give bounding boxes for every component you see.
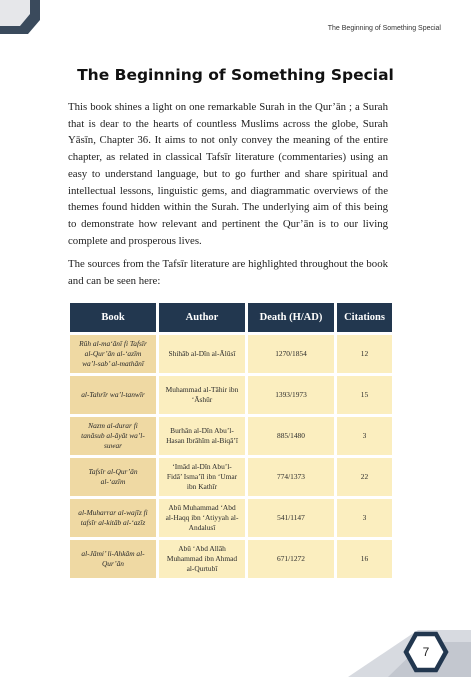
citations-cell: 3 [337, 499, 392, 537]
death-cell: 541/1147 [248, 499, 334, 537]
citations-cell: 22 [337, 458, 392, 496]
citations-cell: 3 [337, 417, 392, 455]
table-header-row [70, 303, 392, 332]
table-row [70, 417, 392, 455]
death-cell: 885/1480 [248, 417, 334, 455]
sources-paragraph: The sources from the Tafsīr literature are highlighted throughout the book and can be seen here: [68, 258, 388, 287]
table-row [70, 458, 392, 496]
death-cell: 1270/1854 [248, 335, 334, 373]
book-cell: Tafsīr al-Qur’ān al-‘azīm [70, 458, 156, 496]
corner-tab-decoration [0, 0, 40, 34]
column-header-citations: Citations [337, 303, 392, 332]
citations-cell: 16 [337, 540, 392, 578]
book-cell: Rūh al-ma‘ānī fi Tafsīr al-Qur’ān al-‘azīm wa’l-sab’ al-mathānī [70, 335, 156, 373]
citations-cell: 12 [337, 335, 392, 373]
citations-cell: 15 [337, 376, 392, 414]
table-row [70, 499, 392, 537]
death-cell: 671/1272 [248, 540, 334, 578]
author-cell: Abū ‘Abd Allāh Muhammad ibn Ahmad al-Qurtubī [159, 540, 245, 578]
author-cell: Abū Muhammad ‘Abd al-Haqq ibn ‘Atiyyah al-Andalusī [159, 499, 245, 537]
tafsir-sources-table [67, 300, 395, 581]
book-cell: al-Muharrar al-wajīz fi tafsīr al-kitāb al-‘azīz [70, 499, 156, 537]
column-header-author: Author [159, 303, 245, 332]
author-cell: Burhān al-Dīn Abu’l-Hasan Ibrāhīm al-Biqā’ī [159, 417, 245, 455]
table-row [70, 540, 392, 578]
author-cell: ‘Imād al-Dīn Abu’l-Fidā’ Isma’īl ibn ‘Umar ibn Kathīr [159, 458, 245, 496]
column-header-book: Book [70, 303, 156, 332]
author-cell: Shihāb al-Dīn al-Ālūsī [159, 335, 245, 373]
page-title: The Beginning of Something Special [77, 66, 394, 84]
author-cell: Muhammad al-Tāhir ibn ‘Āshūr [159, 376, 245, 414]
table-row [70, 335, 392, 373]
column-header-death: Death (H/AD) [248, 303, 334, 332]
intro-paragraph: This book shines a light on one remarkable Surah in the Qur’ān ; a Surah that is dear to the hearts of countless Muslims across the globe, Surah Yāsīn, Chapter 36. It aims to not only convey the meaning of the entire chapter, as related in classical Tafsīr literature (commentaries) using an easy to understand language, but to go further and share spiritual and intellectual lessons, linguistic gems, and diagrammatic overviews of the themes found hidden within the Surah. The underlying aim of this being to demonstrate how relevant and pertinent the Qur’ān is to our living complete and prosperous lives. [68, 101, 388, 247]
table-row [70, 376, 392, 414]
book-cell: Nazm al-durar fi tanāsub al-āyāt wa’l-suwar [70, 417, 156, 455]
footer-decoration [0, 620, 471, 677]
page-number: 7 [422, 645, 430, 659]
book-cell: al-Tahrīr wa’l-tanwīr [70, 376, 156, 414]
death-cell: 774/1373 [248, 458, 334, 496]
book-cell: al-Jāmi’ li-Ahkām al-Qur’ān [70, 540, 156, 578]
running-header: The Beginning of Something Special [327, 25, 441, 32]
death-cell: 1393/1973 [248, 376, 334, 414]
